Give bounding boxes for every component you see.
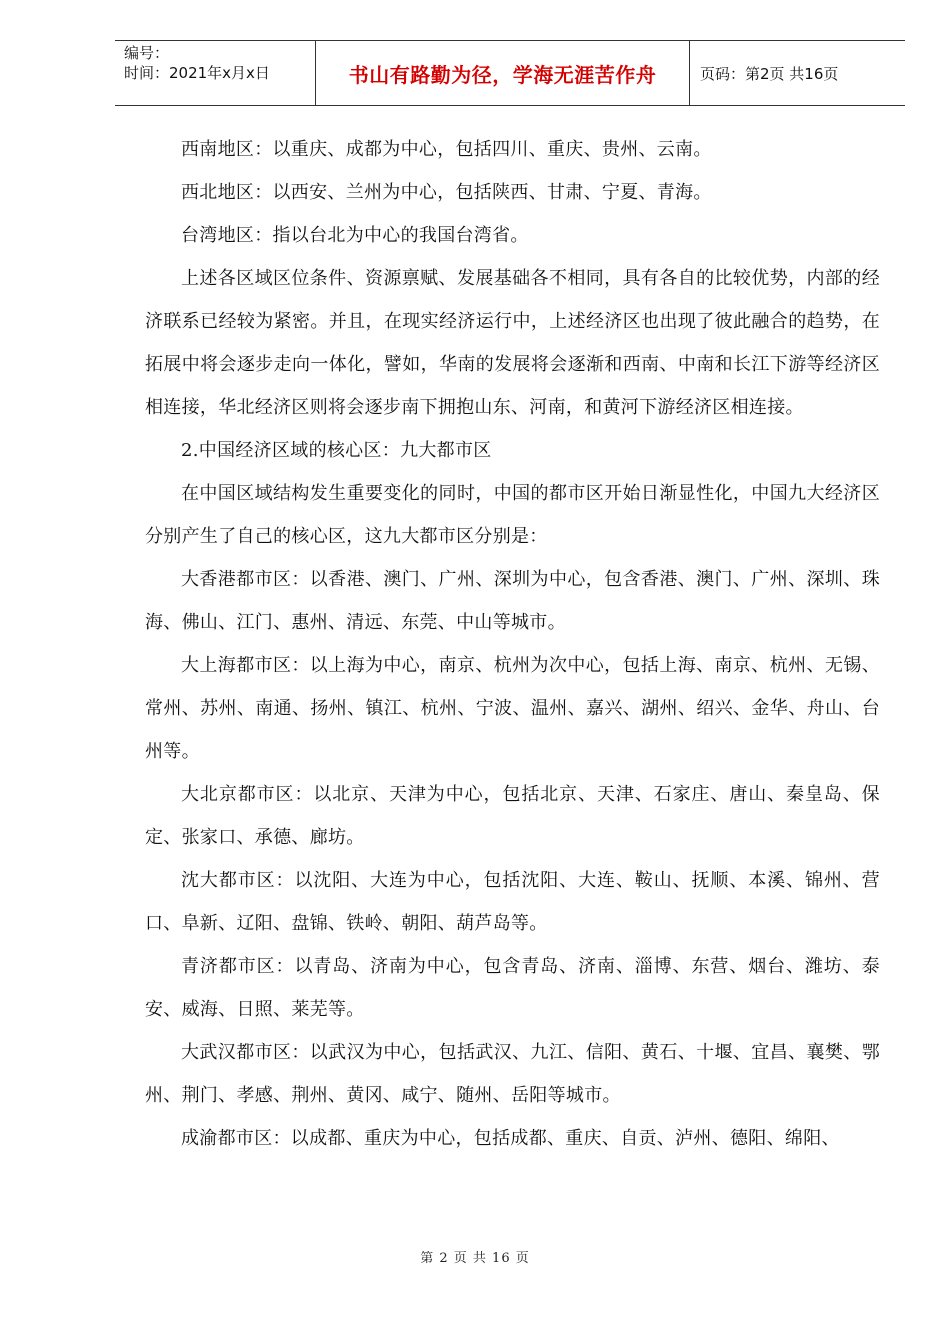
document-body [145,128,880,1160]
document-time-label: 时间：2021年x月x日 [124,64,270,82]
paragraph: 大上海都市区：以上海为中心，南京、杭州为次中心，包括上海、南京、杭州、无锡、常州、苏州、南通、扬州、镇江、杭州、宁波、温州、嘉兴、湖州、绍兴、金华、舟山、台州等。 [145,655,880,762]
paragraph: 大香港都市区：以香港、澳门、广州、深圳为中心，包含香港、澳门、广州、深圳、珠海、佛山、江门、惠州、清远、东莞、中山等城市。 [145,569,880,633]
paragraph: 沈大都市区：以沈阳、大连为中心，包括沈阳、大连、鞍山、抚顺、本溪、锦州、营口、阜新、辽阳、盘锦、铁岭、朝阳、葫芦岛等。 [145,870,880,934]
page-header [115,40,905,106]
paragraph: 在中国区域结构发生重要变化的同时，中国的都市区开始日渐显性化，中国九大经济区分别产生了自己的核心区，这九大都市区分别是： [145,483,880,547]
paragraph: 西北地区：以西安、兰州为中心，包括陕西、甘肃、宁夏、青海。 [181,182,712,203]
paragraph: 青济都市区：以青岛、济南为中心，包含青岛、济南、淄博、东营、烟台、潍坊、泰安、威海、日照、莱芜等。 [145,956,880,1020]
paragraph: 西南地区：以重庆、成都为中心，包括四川、重庆、贵州、云南。 [181,139,712,160]
paragraph: 台湾地区：指以台北为中心的我国台湾省。 [181,225,529,246]
section-heading: 2.中国经济区域的核心区：九大都市区 [181,440,492,461]
paragraph: 大北京都市区：以北京、天津为中心，包括北京、天津、石家庄、唐山、秦皇岛、保定、张家口、承德、廊坊。 [145,784,880,848]
paragraph: 成渝都市区：以成都、重庆为中心，包括成都、重庆、自贡、泸州、德阳、绵阳、 [181,1128,840,1149]
header-page-number: 页码：第2页 共16页 [700,64,839,83]
paragraph: 大武汉都市区：以武汉为中心，包括武汉、九江、信阳、黄石、十堰、宜昌、襄樊、鄂州、荆门、孝感、荆州、黄冈、咸宁、随州、岳阳等城市。 [145,1042,880,1106]
document-number-label: 编号： [124,44,170,62]
header-meta [115,41,316,105]
page-footer: 第 2 页 共 16 页 [420,1251,530,1266]
paragraph: 上述各区域区位条件、资源禀赋、发展基础各不相同，具有各自的比较优势，内部的经济联系已经较为紧密。并且，在现实经济运行中，上述经济区也出现了彼此融合的趋势，在拓展中将会逐步走向一体化，譬如，华南的发展将会逐渐和西南、中南和长江下游等经济区相连接，华北经济区则将会逐步南下拥抱山东、河南，和黄河下游经济区相连接。 [145,268,880,418]
header-motto: 书山有路勤为径，学海无涯苦作舟 [316,41,690,105]
